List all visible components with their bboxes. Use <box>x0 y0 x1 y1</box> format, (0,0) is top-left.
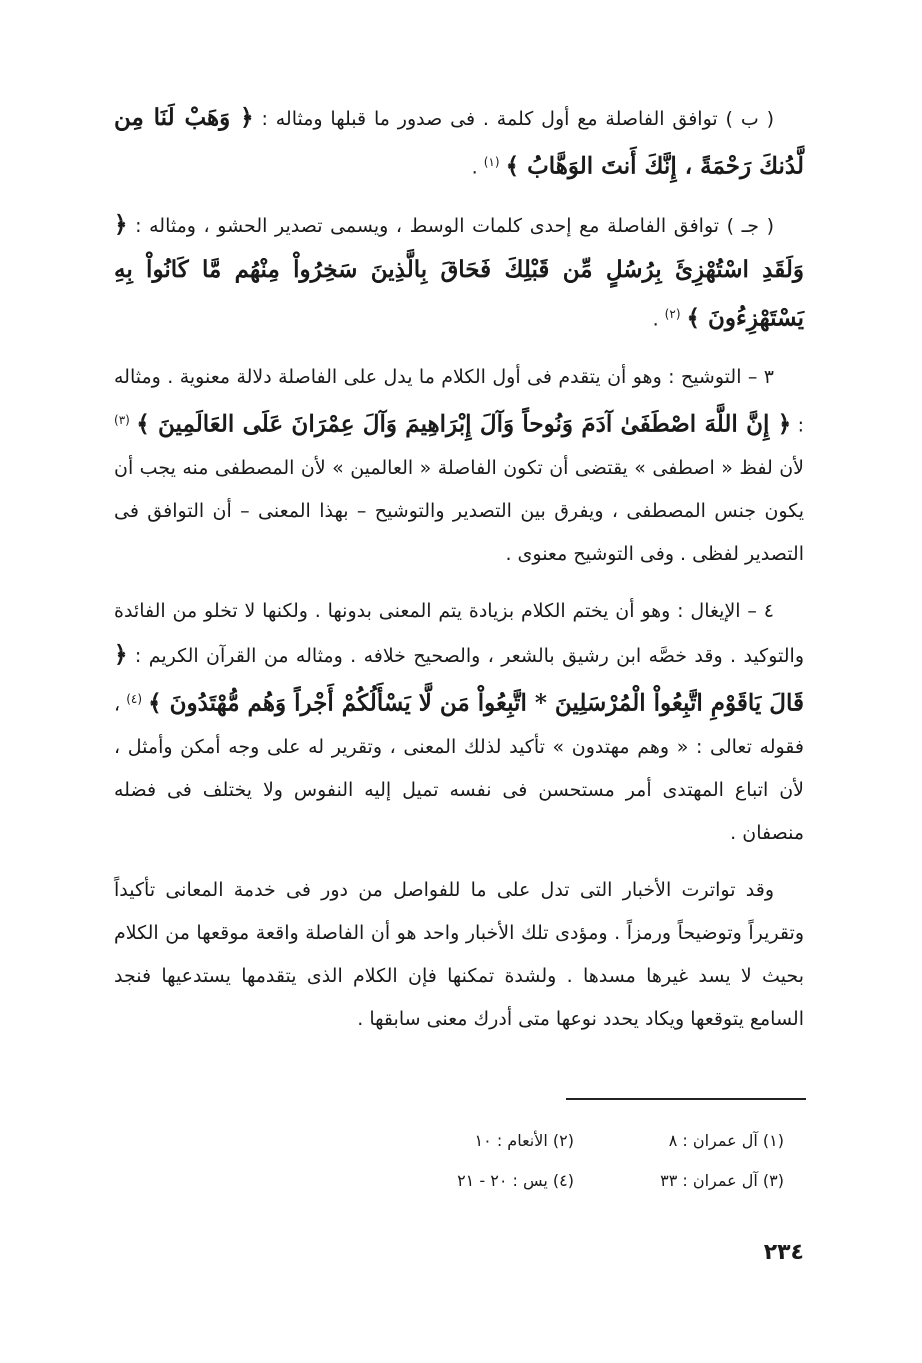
footnote-4: (٤) يس : ٢٠ - ٢١ <box>457 1170 574 1190</box>
paragraph-eeghal <box>114 590 804 855</box>
paragraph-text: ٣ – التوشيح : وهو أن يتقدم فى أول الكلام ما يدل على الفاصلة دلالة معنوية . ومثاله : <box>114 365 805 436</box>
paragraph-conclusion <box>114 869 804 1041</box>
quran-verse: ﴿ وَهَبْ لَنَا مِن لَّدُنكَ رَحْمَةً ، إِنَّكَ أَنتَ الوَهَّابُ ﴾ <box>114 104 804 180</box>
sentence-end: . <box>471 156 478 179</box>
paragraph-text: وقد تواترت الأخبار التى تدل على ما للفواصل من دور فى خدمة المعانى تأكيداً وتقريراً وتوضيحاً ورمزاً . ومؤدى تلك الأخبار واحد هو أن الفاصلة واقعة موقعها من الكلام بحيث لا يسد غيرها مسدها . ولشدة تمكنها فإن الكلام الذى يتقدمها يستدعيها فنجد السامع يتوقعها ويكاد يحدد نوعها متى أدرك معنى سابقها . <box>114 879 804 1031</box>
footnote-row <box>284 1160 784 1200</box>
footnote-divider <box>566 1098 806 1100</box>
footnote-ref: (٤) <box>126 691 143 706</box>
page-number: ٢٣٤ <box>763 1240 804 1265</box>
footnote-2: (٢) الأنعام : ١٠ <box>474 1130 574 1150</box>
paragraph-continuation: لأن لفظ « اصطفى » يقتضى أن تكون الفاصلة « العالمين » لأن المصطفى منه يجب أن يكون جنس المصطفى ، ويفرق بين التصدير والتوشيح – بهذا المعنى – أن التوافق فى التصدير لفظى . وفى التوشيح معنوى . <box>114 456 804 565</box>
footnote-ref: (١) <box>483 155 500 169</box>
paragraph-tasdeer-hashw <box>114 203 804 341</box>
paragraph-tawsheeh <box>114 356 804 576</box>
footnote-row <box>284 1120 784 1160</box>
paragraph-text: ٤ – الإيغال : وهو أن يختم الكلام بزيادة يتم المعنى بدونها . ولكنها لا تخلو من الفائدة والتوكيد . وقد خصَّه ابن رشيق بالشعر ، والصحيح خلافه . ومثاله من القرآن الكريم : <box>114 599 804 667</box>
page-body <box>114 96 804 1055</box>
footnotes <box>284 1120 784 1200</box>
sentence-end: . <box>652 308 659 331</box>
footnote-ref: (٢) <box>664 307 681 322</box>
paragraph-continuation: ، فقوله تعالى : « وهم مهتدون » تأكيد لذلك المعنى ، وتقرير له على وجه أمكن وأمثل ، لأن اتباع المهتدى أمر مستحسن فى نفسه تميل إليه النفوس ولا يختلف فى فضله منصفان . <box>114 693 804 845</box>
footnote-3: (٣) آل عمران : ٣٣ <box>660 1170 784 1190</box>
quran-verse: ﴿ قَالَ يَاقَوْمِ اتَّبِعُواْ الْمُرْسَلِينَ * اتَّبِعُواْ مَن لَّا يَسْأَلُكُمْ أَجْراً وَهُم مُّهْتَدُونَ ﴾ <box>114 640 805 717</box>
paragraph-text: ( جـ ) توافق الفاصلة مع إحدى كلمات الوسط ، ويسمى تصدير الحشو ، ومثاله : <box>135 215 774 238</box>
paragraph-text: ( ب ) توافق الفاصلة مع أول كلمة . فى صدور ما قبلها ومثاله : <box>261 108 774 130</box>
quran-verse: ﴿ إِنَّ اللَّهَ اصْطَفَىٰ آدَمَ وَنُوحاً وَآلَ إِبْرَاهِيمَ وَآلَ عِمْرَانَ عَلَى العَالَمِينَ ﴾ <box>136 409 792 437</box>
quran-verse: ﴿ وَلَقَدِ اسْتُهْزِئَ بِرُسُلٍ مِّن قَبْلِكَ فَحَاقَ بِالَّذِينَ سَخِرُواْ مِنْهُم مَّا كَانُواْ بِهِ يَسْتَهْزِءُونَ ﴾ <box>114 211 804 332</box>
paragraph-tasdeer-awwal <box>114 96 804 189</box>
footnote-1: (١) آل عمران : ٨ <box>668 1130 784 1150</box>
footnote-ref: (٣) <box>114 412 130 427</box>
